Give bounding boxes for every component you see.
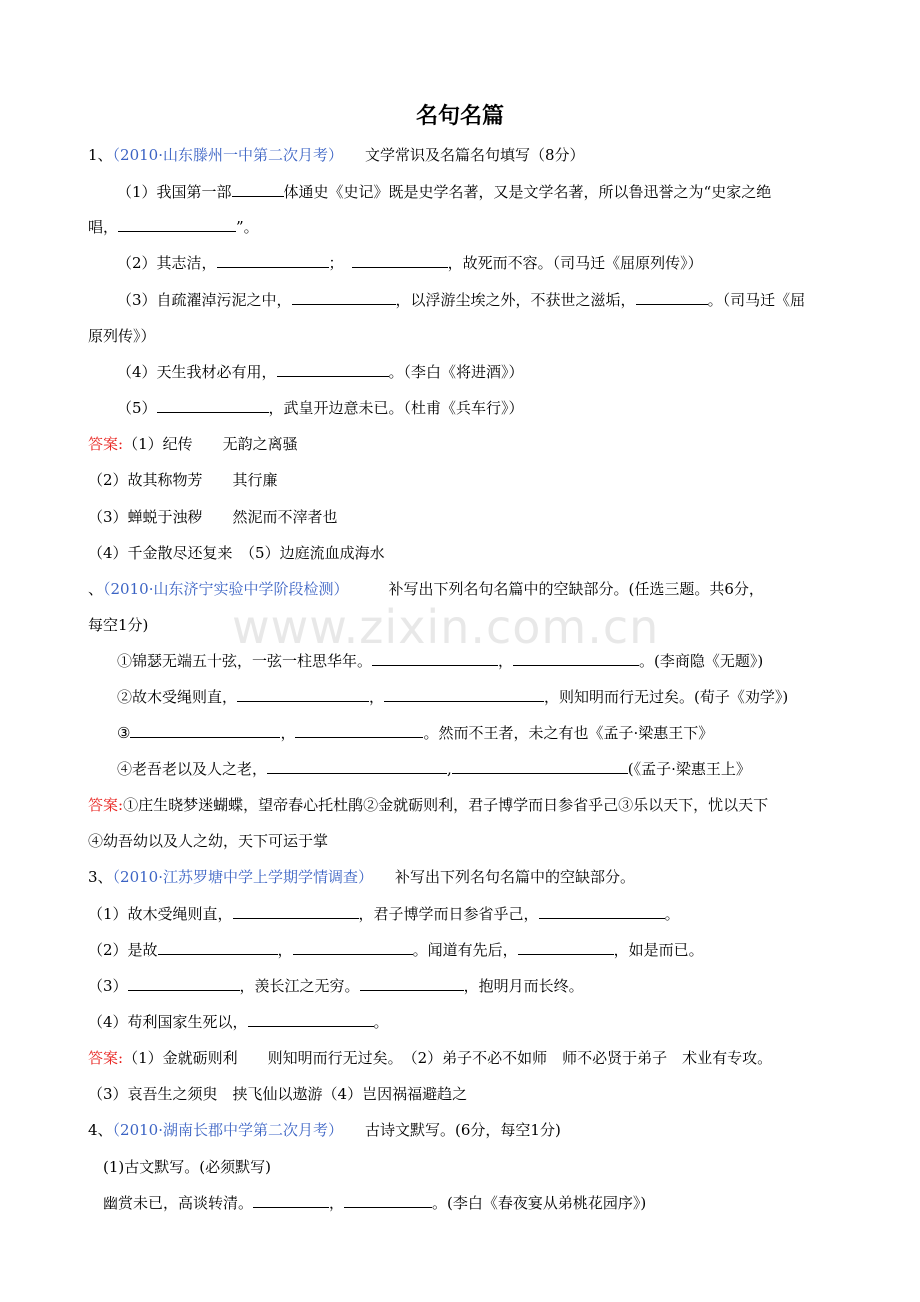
q2-item-2 — [117, 687, 788, 707]
fill-blank[interactable] — [636, 290, 708, 305]
fill-blank[interactable] — [267, 759, 447, 774]
text: ，羡长江之无穷。 — [239, 977, 360, 995]
q3-item-2 — [88, 940, 704, 960]
text: 幽赏未已，高谈转清。 — [103, 1194, 254, 1212]
q2-prompt: 补写出下列名句名篇中的空缺部分。(任选三题。共6分， — [388, 580, 764, 598]
text: ，如是而已。 — [613, 941, 704, 959]
text: 。 — [373, 1013, 389, 1031]
q4-source: （2010·湖南长郡中学第二次月考） — [112, 1121, 343, 1139]
text: ，以浮游尘埃之外，不获世之滋垢， — [395, 291, 636, 309]
fill-blank[interactable] — [248, 1012, 374, 1027]
q1-answer-3: （3）蝉蜕于浊秽 然泥而不滓者也 — [88, 508, 338, 526]
fill-blank[interactable] — [233, 904, 359, 919]
q3-header — [88, 867, 635, 887]
text: (《孟子·梁惠王上》 — [627, 760, 751, 778]
text: 体通史《史记》既是史学名著，又是文学名著，所以鲁迅誉之为“史家之绝 — [283, 183, 772, 201]
text: 。然而不王者，未之有也《孟子·梁惠王下》 — [423, 724, 714, 742]
q1-answer-2: （2）故其称物芳 其行廉 — [88, 471, 278, 489]
fill-blank[interactable] — [360, 976, 464, 991]
q3-answer-2: （3）哀吾生之须臾 挟飞仙以遨游（4）岂因祸福避趋之 — [88, 1085, 468, 1103]
text: ，武皇开边意未已。（杜甫《兵车行》） — [268, 399, 524, 417]
q2-source: （2010·山东济宁实验中学阶段检测） — [103, 580, 349, 598]
q2-header — [88, 579, 764, 599]
answer-text: ①庄生晓梦迷蝴蝶，望帝春心托杜鹃②金就砺则利，君子博学而日参省乎己③乐以天下，忧以天下 — [123, 796, 769, 814]
q1-number: 1、 — [88, 146, 113, 164]
text: ④老吾老以及人之老， — [117, 760, 268, 778]
q3-answer — [88, 1048, 772, 1068]
fill-blank[interactable] — [128, 976, 240, 991]
q2-answer-2: ④幼吾幼以及人之幼，天下可运于掌 — [88, 832, 329, 850]
text: 。(李白《春夜宴从弟桃花园序》) — [432, 1194, 647, 1212]
q1-header — [88, 145, 585, 165]
fill-blank[interactable] — [217, 253, 329, 268]
q1-item-1 — [117, 182, 771, 202]
text: ， — [280, 724, 296, 742]
text: （1）故木受绳则直， — [88, 905, 233, 923]
fill-blank[interactable] — [253, 1193, 329, 1208]
fill-blank[interactable] — [518, 940, 614, 955]
q3-prompt: 补写出下列名句名篇中的空缺部分。 — [395, 868, 636, 886]
fill-blank[interactable] — [292, 290, 396, 305]
answer-label: 答案: — [88, 796, 124, 814]
text: （2）是故 — [88, 941, 158, 959]
q4-subheader: (1)古文默写。(必须默写) — [103, 1158, 271, 1176]
text: ③ — [117, 724, 131, 742]
fill-blank[interactable] — [158, 940, 278, 955]
q1-answer — [88, 434, 298, 454]
page-title: 名句名篇 — [415, 104, 504, 129]
fill-blank[interactable] — [372, 651, 498, 666]
q2-item-3 — [117, 723, 713, 743]
q3-source: （2010·江苏罗塘中学上学期学情调查） — [112, 868, 373, 886]
q2-item-1 — [117, 651, 763, 671]
q2-item-4 — [117, 759, 751, 779]
text: 。 — [664, 905, 680, 923]
text: （3）自疏濯淖污泥之中， — [117, 291, 292, 309]
text: ，则知明而行无过矣。(荀子《劝学》) — [544, 688, 789, 706]
q1-item-3 — [117, 290, 805, 310]
text: ②故木受绳则直， — [117, 688, 238, 706]
text: （1）我国第一部 — [117, 183, 232, 201]
watermark: www.zixin.com.cn — [232, 600, 660, 654]
text: ①锦瑟无端五十弦，一弦一柱思华年。 — [117, 652, 373, 670]
q3-number: 3、 — [88, 868, 113, 886]
q2-answer — [88, 795, 768, 815]
q1-source: （2010·山东滕州一中第二次月考） — [112, 146, 343, 164]
fill-blank[interactable] — [513, 651, 639, 666]
fill-blank[interactable] — [237, 687, 369, 702]
text: ， — [277, 941, 293, 959]
text: 。(李商隐《无题》) — [639, 652, 764, 670]
q1-prompt: 文学常识及名篇名句填写（8分） — [365, 146, 585, 164]
fill-blank[interactable] — [232, 182, 284, 197]
answer-text: （1）纪传 无韵之离骚 — [123, 435, 298, 453]
q1-item-3-cont: 原列传》） — [88, 327, 156, 345]
q3-item-3 — [88, 976, 584, 996]
q1-item-2 — [117, 253, 703, 273]
answer-label: 答案: — [88, 1049, 124, 1067]
q4-prompt: 古诗文默写。(6分，每空1分) — [365, 1121, 561, 1139]
text: 。（李白《将进酒》） — [388, 363, 524, 381]
fill-blank[interactable] — [293, 940, 413, 955]
q1-item-4 — [117, 362, 524, 382]
text: 。（司马迁《屈 — [707, 291, 806, 309]
fill-blank[interactable] — [130, 723, 280, 738]
q3-item-4 — [88, 1012, 389, 1032]
fill-blank[interactable] — [118, 217, 236, 232]
text: 唱， — [88, 218, 119, 236]
text: （4）天生我材必有用， — [117, 363, 277, 381]
text: ， — [329, 1194, 345, 1212]
text: ，故死而不容。（司马迁《屈原列传》） — [447, 254, 703, 272]
fill-blank[interactable] — [452, 759, 628, 774]
fill-blank[interactable] — [157, 398, 269, 413]
text: 。闻道有先后， — [412, 941, 518, 959]
fill-blank[interactable] — [295, 723, 423, 738]
q2-number: 、 — [88, 580, 104, 598]
q2-prompt-cont: 每空1分) — [88, 616, 149, 634]
text: ， — [369, 688, 385, 706]
text: （2）其志洁， — [117, 254, 217, 272]
fill-blank[interactable] — [277, 362, 389, 377]
text: , — [447, 760, 452, 778]
q1-item-1-cont — [88, 217, 259, 237]
fill-blank[interactable] — [539, 904, 665, 919]
q3-item-1 — [88, 904, 680, 924]
text: ， — [498, 652, 514, 670]
q4-item-1 — [103, 1193, 646, 1213]
text: （4）苟利国家生死以， — [88, 1013, 248, 1031]
q4-header — [88, 1120, 561, 1140]
text: ”。 — [236, 218, 259, 236]
text: ，君子博学而日参省乎己， — [358, 905, 539, 923]
answer-label: 答案: — [88, 435, 124, 453]
text: ； — [328, 254, 344, 272]
text: （5） — [117, 399, 157, 417]
q4-number: 4、 — [88, 1121, 113, 1139]
fill-blank[interactable] — [352, 253, 448, 268]
q1-item-5 — [117, 398, 524, 418]
answer-text: （1）金就砺则利 则知明而行无过矣。 （2）弟子不必不如师 师不必贤于弟子 术业有专攻。 — [123, 1049, 773, 1067]
q1-answer-4: （4）千金散尽还复来 （5）边庭流血成海水 — [88, 544, 385, 562]
fill-blank[interactable] — [344, 1193, 432, 1208]
fill-blank[interactable] — [384, 687, 544, 702]
text: ，抱明月而长终。 — [463, 977, 584, 995]
text: （3） — [88, 977, 128, 995]
